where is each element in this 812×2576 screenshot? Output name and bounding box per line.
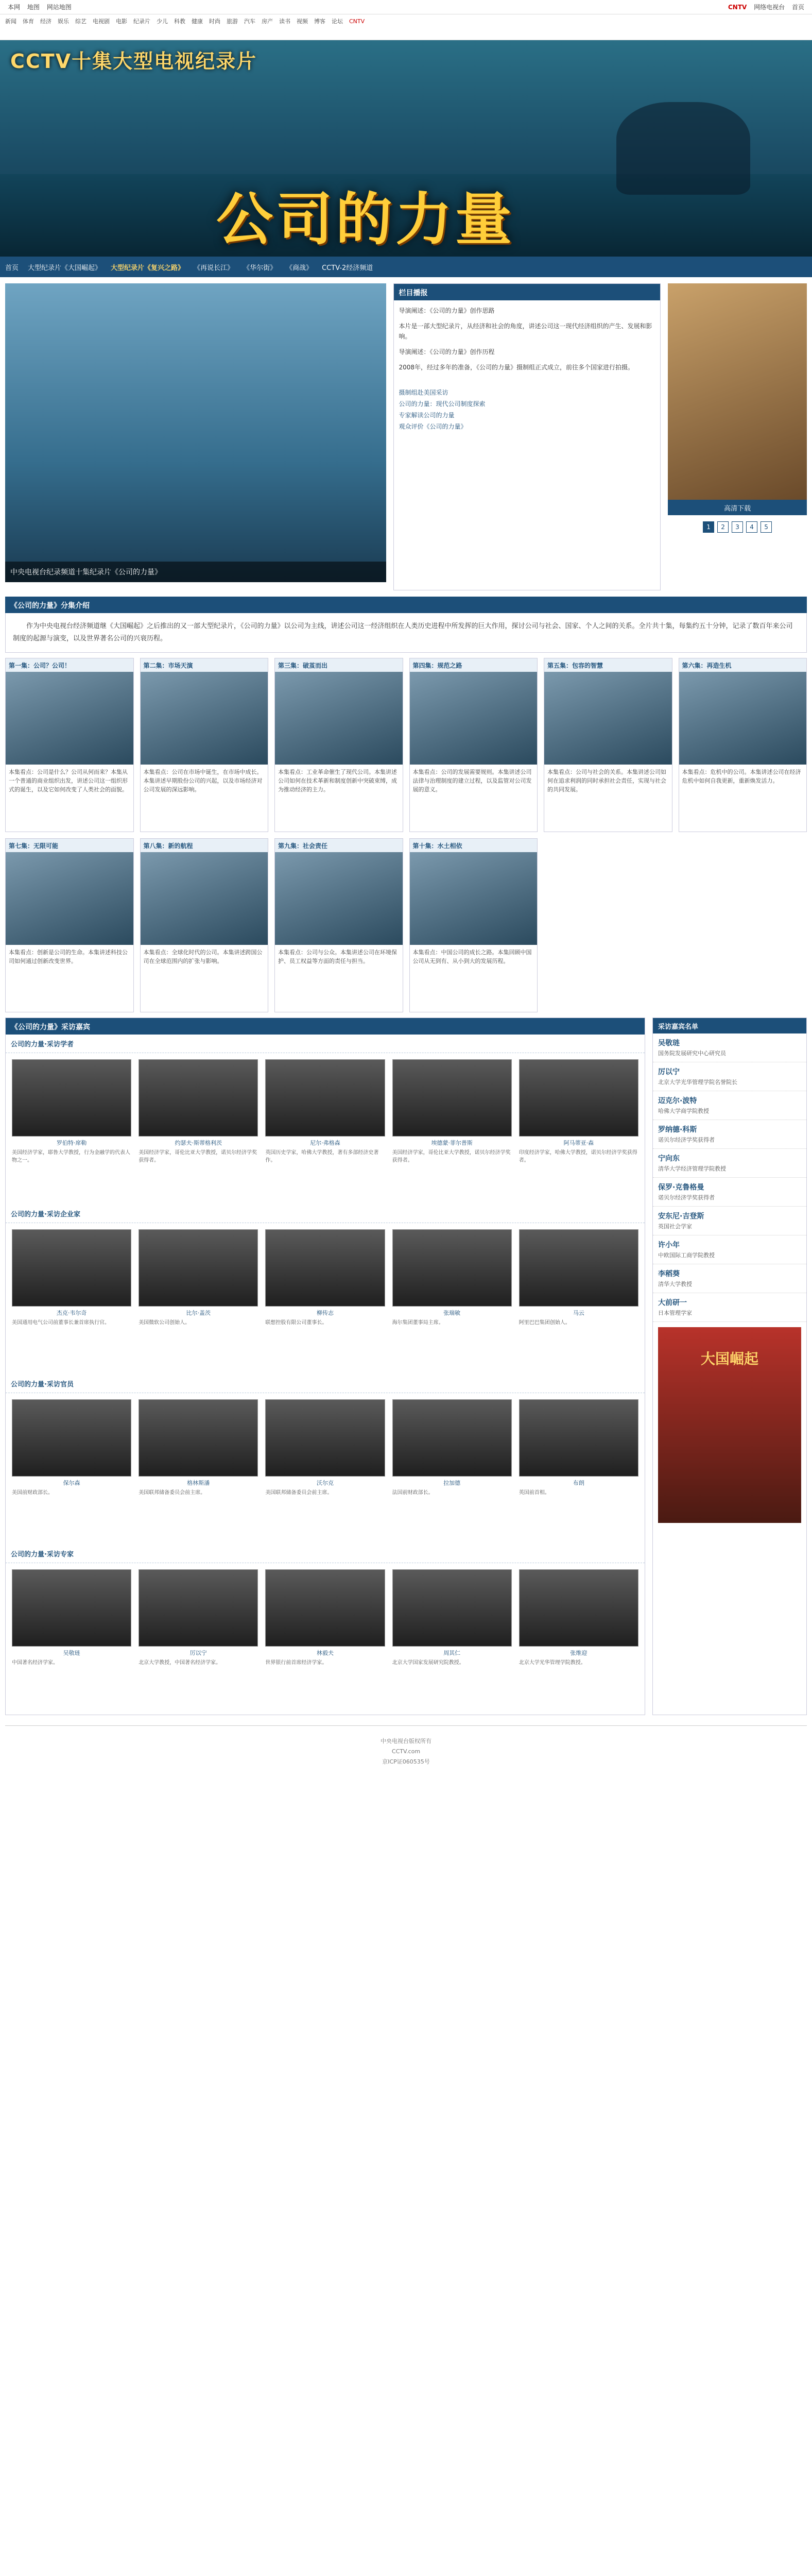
guest-bio: 联想控股有限公司董事长。 [265, 1320, 327, 1326]
feature-link[interactable]: 摄制组赴美国采访 [399, 389, 448, 396]
guest-name[interactable]: 布朗 [573, 1480, 584, 1486]
sidebar-item-name[interactable]: 迈克尔·波特 [658, 1097, 697, 1105]
channel-link[interactable]: 少儿 [157, 18, 168, 25]
episode-thumbnail[interactable] [679, 672, 807, 765]
top-link[interactable]: 网络电视台 [754, 4, 785, 11]
sidebar-item[interactable] [653, 1207, 806, 1235]
feature-paragraph: 导演阐述：《公司的力量》创作思路 [399, 307, 495, 314]
guest-card[interactable] [519, 1229, 638, 1368]
episode-title[interactable]: 第九集：社会责任 [275, 839, 403, 852]
poster-pager [668, 515, 807, 533]
intro-text: 作为中央电视台经济频道继《大国崛起》之后推出的又一部大型纪录片，《公司的力量》以公司为主线，讲述公司这一经济组织在人类历史进程中所发挥的巨大作用，探讨公司与社会、国家、个人之间的关系。全片共十集，每集约五十分钟，记录了数百年来公司制度的起源与演变，以及世界著名公司的兴衰历程。 [5, 613, 807, 653]
intro-header: 《公司的力量》分集介绍 [5, 597, 807, 613]
navbar-link[interactable]: 大型纪录片《复兴之路》 [111, 264, 185, 272]
banner-cctv-title: CCTV十集大型电视纪录片 [10, 50, 257, 73]
guest-name[interactable]: 周其仁 [443, 1650, 461, 1656]
footer-line: 中央电视台版权所有 [381, 1738, 431, 1744]
guest-card[interactable] [265, 1229, 385, 1368]
episode-thumbnail[interactable] [410, 852, 538, 945]
top-link[interactable]: CNTV [728, 4, 747, 11]
guest-card[interactable] [12, 1059, 131, 1198]
sidebar-item-name[interactable]: 安东尼·吉登斯 [658, 1212, 704, 1221]
guest-card[interactable] [392, 1399, 512, 1538]
guest-bio: 阿里巴巴集团创始人。 [519, 1320, 571, 1326]
sidebar-item-desc: 日本管理学家 [658, 1310, 692, 1316]
guest-header: 《公司的力量》采访嘉宾 [6, 1018, 645, 1035]
feature-paragraph: 2008年，经过多年的准备，《公司的力量》摄制组正式成立，前往多个国家进行拍摄。 [399, 364, 634, 371]
sidebar-item-name[interactable]: 保罗·克鲁格曼 [658, 1183, 704, 1192]
guest-photo[interactable] [12, 1229, 131, 1307]
episode-thumbnail[interactable] [275, 672, 403, 765]
episode-thumbnail[interactable] [6, 672, 133, 765]
guest-photo[interactable] [392, 1229, 512, 1307]
banner [0, 40, 812, 257]
sidebar-item[interactable] [653, 1149, 806, 1178]
feature-news-title: 栏目播报 [394, 284, 661, 300]
guest-group-title: 公司的力量·采访企业家 [6, 1205, 645, 1223]
navbar-link[interactable]: 大型纪录片《大国崛起》 [28, 264, 102, 272]
channel-link[interactable]: 读书 [279, 18, 290, 25]
episode-description: 本集看点：公司是什么？公司从何而来？本集从一个普通的商业组织出发，讲述公司这一组织形式的诞生，以及它如何改变了人类社会的面貌。 [9, 769, 128, 793]
episode-description: 本集看点：公司的发展需要规则。本集讲述公司法律与治理制度的建立过程，以及监管对公司发展的意义。 [412, 769, 532, 793]
episode-description: 本集看点：危机中的公司。本集讲述公司在经济危机中如何自我更新，重新焕发活力。 [682, 769, 801, 784]
guest-bio: 美国微软公司创始人。 [139, 1320, 191, 1326]
guest-card[interactable] [12, 1399, 131, 1538]
sidebar-book-image[interactable]: 大国崛起 [658, 1327, 801, 1523]
episode-thumbnail[interactable] [544, 672, 672, 765]
channel-link[interactable]: 健康 [192, 18, 203, 25]
guest-photo[interactable] [12, 1569, 131, 1647]
footer-line: 京ICP证060535号 [382, 1758, 430, 1765]
guest-card[interactable] [392, 1059, 512, 1198]
sidebar-item-name[interactable]: 厉以宁 [658, 1068, 680, 1076]
guest-photo[interactable] [12, 1399, 131, 1477]
guest-card[interactable] [139, 1569, 258, 1708]
feature-news-panel [393, 283, 661, 590]
navbar-link[interactable]: 《再说长江》 [194, 264, 234, 272]
guest-photo[interactable] [392, 1569, 512, 1647]
banner-ship-image [616, 102, 750, 195]
episode-title[interactable]: 第七集：无限可能 [6, 839, 133, 852]
episode-thumbnail[interactable] [141, 672, 268, 765]
guest-photo[interactable] [265, 1229, 385, 1307]
episode-card[interactable] [679, 658, 807, 832]
guest-group-title: 公司的力量·采访官员 [6, 1375, 645, 1393]
sidebar-list [653, 1033, 806, 1322]
feature-area [0, 277, 812, 597]
guest-card[interactable] [265, 1059, 385, 1198]
feature-paragraph: 本片是一部大型纪录片，从经济和社会的角度，讲述公司这一现代经济组织的产生、发展和影响。 [399, 323, 652, 340]
guest-bio: 美国经济学家，耶鲁大学教授，行为金融学的代表人物之一。 [12, 1150, 130, 1163]
feature-caption[interactable]: 中央电视台纪录频道十集纪录片《公司的力量》 [5, 562, 386, 582]
guest-photo[interactable] [139, 1059, 258, 1137]
guest-photo[interactable] [519, 1059, 638, 1137]
top-left-links [5, 3, 74, 11]
guest-card[interactable] [139, 1059, 258, 1198]
top-bar [0, 0, 812, 14]
guest-name[interactable]: 厉以宁 [189, 1650, 207, 1656]
channel-link[interactable]: 经济 [40, 18, 51, 25]
episode-thumbnail[interactable] [275, 852, 403, 945]
episode-description: 本集看点：中国公司的成长之路。本集回顾中国公司从无到有、从小到大的发展历程。 [412, 949, 532, 964]
guest-card[interactable] [519, 1569, 638, 1708]
guest-bio: 海尔集团董事局主席。 [392, 1320, 444, 1326]
episode-thumbnail[interactable] [410, 672, 538, 765]
episode-grid [5, 658, 807, 1012]
guest-card[interactable] [519, 1399, 638, 1538]
guest-photo[interactable] [519, 1229, 638, 1307]
guest-photo[interactable] [139, 1399, 258, 1477]
guest-photo[interactable] [265, 1399, 385, 1477]
navbar-link[interactable]: CCTV-2经济频道 [322, 264, 373, 272]
guest-name[interactable]: 比尔·盖茨 [186, 1310, 211, 1316]
guest-bio: 英国前首相。 [519, 1490, 550, 1496]
feature-news-body [394, 300, 661, 383]
channel-link[interactable]: 房产 [262, 18, 273, 25]
episode-card[interactable] [544, 658, 672, 832]
guest-card[interactable] [12, 1229, 131, 1368]
sidebar-item[interactable] [653, 1091, 806, 1120]
episode-card[interactable] [140, 838, 269, 1012]
top-link[interactable]: 首页 [791, 4, 804, 11]
sidebar-item-name[interactable]: 宁向东 [658, 1155, 680, 1163]
feature-link[interactable]: 专家解读公司的力量 [399, 412, 455, 419]
guest-bio: 美国联邦储备委员会前主席。 [139, 1490, 206, 1496]
guest-photo[interactable] [519, 1569, 638, 1647]
channel-link[interactable]: 汽车 [244, 18, 255, 25]
guest-photo[interactable] [392, 1059, 512, 1137]
sidebar-item-name[interactable]: 大前研一 [658, 1299, 687, 1307]
navbar-link[interactable]: 《华尔街》 [243, 264, 277, 272]
episode-card[interactable] [409, 658, 538, 832]
guest-name[interactable]: 埃德蒙·菲尔普斯 [431, 1140, 473, 1146]
guest-name[interactable]: 拉加德 [443, 1480, 461, 1486]
episode-card[interactable] [5, 658, 134, 832]
feature-news-links [394, 383, 661, 436]
guest-photo[interactable] [392, 1399, 512, 1477]
channel-link[interactable]: 新闻 [5, 18, 16, 25]
channel-link[interactable]: 视频 [297, 18, 308, 25]
pager-button[interactable]: 1 [703, 521, 714, 533]
sidebar-item-name[interactable]: 许小年 [658, 1241, 680, 1249]
navbar-link[interactable]: 首页 [5, 264, 19, 272]
channel-link[interactable]: 时尚 [209, 18, 220, 25]
sidebar-item-desc: 诺贝尔经济学奖获得者 [658, 1194, 715, 1201]
sidebar-item-name[interactable]: 吴敬琏 [658, 1039, 680, 1047]
episode-title[interactable]: 第五集：包容的智慧 [544, 658, 672, 672]
episode-description: 本集看点：创新是公司的生命。本集讲述科技公司如何通过创新改变世界。 [9, 949, 128, 964]
guest-bio: 美国通用电气公司前董事长兼首席执行官。 [12, 1320, 110, 1326]
channel-link[interactable]: 旅游 [227, 18, 238, 25]
guest-grid [6, 1223, 645, 1375]
navbar-link[interactable]: 《商战》 [286, 264, 313, 272]
guest-groups [6, 1035, 645, 1715]
sidebar-item[interactable] [653, 1120, 806, 1149]
episode-card[interactable] [409, 838, 538, 1012]
sidebar-item-desc: 中欧国际工商学院教授 [658, 1252, 715, 1259]
guest-group-title: 公司的力量·采访学者 [6, 1035, 645, 1053]
guest-bio: 美国前财政部长。 [12, 1490, 53, 1496]
episode-card[interactable] [274, 658, 403, 832]
guest-photo[interactable] [265, 1569, 385, 1647]
guest-name[interactable]: 沃尔克 [316, 1480, 334, 1486]
footer-line: CCTV.com [391, 1748, 421, 1755]
guest-photo[interactable] [12, 1059, 131, 1137]
channel-link[interactable]: 科教 [174, 18, 185, 25]
guest-name[interactable]: 吴敬琏 [63, 1650, 80, 1656]
guest-bio: 美国经济学家，哥伦比亚大学教授，诺贝尔经济学奖获得者。 [139, 1150, 257, 1163]
episode-card[interactable] [140, 658, 269, 832]
guest-column [5, 1018, 645, 1715]
guest-card[interactable] [139, 1399, 258, 1538]
top-link[interactable]: 网站地图 [46, 4, 72, 11]
guest-name[interactable]: 杰克·韦尔奇 [56, 1310, 87, 1316]
guest-grid [6, 1563, 645, 1715]
channel-link[interactable]: 体育 [23, 18, 34, 25]
guest-card[interactable] [139, 1229, 258, 1368]
sidebar-item-name[interactable]: 李稻葵 [658, 1270, 680, 1278]
guest-name[interactable]: 格林斯潘 [187, 1480, 210, 1486]
episode-title[interactable]: 第六集：再造生机 [679, 658, 807, 672]
feature-image[interactable] [5, 283, 386, 582]
top-link[interactable]: 本网 [8, 4, 21, 11]
guest-photo[interactable] [519, 1399, 638, 1477]
guest-card[interactable] [392, 1569, 512, 1708]
sidebar-item[interactable] [653, 1264, 806, 1293]
channel-link[interactable]: 博客 [314, 18, 325, 25]
guest-group-title: 公司的力量·采访专家 [6, 1545, 645, 1563]
pager-button[interactable]: 3 [732, 521, 743, 533]
channel-nav [0, 14, 812, 40]
footer [5, 1725, 807, 1783]
guest-bio: 美国联邦储备委员会前主席。 [265, 1490, 333, 1496]
guest-name[interactable]: 马云 [573, 1310, 584, 1316]
guest-card[interactable] [265, 1569, 385, 1708]
guest-name[interactable]: 尼尔·弗格森 [310, 1140, 340, 1146]
episode-title[interactable]: 第二集：市场天演 [141, 658, 268, 672]
sidebar-item-desc: 哈佛大学商学院教授 [658, 1108, 709, 1114]
pager-button[interactable]: 2 [717, 521, 729, 533]
episode-title[interactable]: 第八集：新的航程 [141, 839, 268, 852]
sidebar-item-name[interactable]: 罗纳德·科斯 [658, 1126, 697, 1134]
guest-name[interactable]: 张瑞敏 [443, 1310, 461, 1316]
guest-photo[interactable] [265, 1059, 385, 1137]
episode-description: 本集看点：公司与社会的关系。本集讲述公司如何在追求利润的同时承担社会责任，实现与社会的共同发展。 [547, 769, 666, 793]
sidebar-item[interactable] [653, 1235, 806, 1264]
guest-name[interactable]: 保尔森 [63, 1480, 80, 1486]
guest-grid [6, 1393, 645, 1545]
guest-bio: 印度经济学家，哈佛大学教授，诺贝尔经济学奖获得者。 [519, 1150, 637, 1163]
guest-grid [6, 1053, 645, 1205]
channel-link[interactable]: 电视剧 [93, 18, 110, 25]
top-link[interactable]: 地图 [27, 4, 40, 11]
episode-card[interactable] [274, 838, 403, 1012]
pager-button[interactable]: 4 [746, 521, 757, 533]
channel-link[interactable]: 电影 [116, 18, 127, 25]
guest-card[interactable] [12, 1569, 131, 1708]
sidebar-item-desc: 英国社会学家 [658, 1223, 692, 1230]
guest-bio: 中国著名经济学家。 [12, 1660, 58, 1666]
episode-title[interactable]: 第十集：水土相依 [410, 839, 538, 852]
channel-link[interactable]: 综艺 [75, 18, 87, 25]
guest-name[interactable]: 罗伯特·席勒 [56, 1140, 87, 1146]
guest-bio: 世界银行前首席经济学家。 [265, 1660, 327, 1666]
guest-name[interactable]: 柳传志 [316, 1310, 334, 1316]
top-right-links [725, 3, 807, 11]
guest-name[interactable]: 约瑟夫·斯蒂格利茨 [175, 1140, 222, 1146]
episode-description: 本集看点：公司在市场中诞生，在市场中成长。本集讲述早期股份公司的兴起，以及市场经济对公司发展的深远影响。 [143, 769, 263, 793]
episode-description: 本集看点：工业革命催生了现代公司。本集讲述公司如何在技术革新和制度创新中突破束缚，成为推动经济的主力。 [278, 769, 397, 793]
guest-name[interactable]: 阿马蒂亚·森 [563, 1140, 594, 1146]
guest-name[interactable]: 张维迎 [570, 1650, 588, 1656]
sidebar-item[interactable] [653, 1033, 806, 1062]
channel-link[interactable]: CNTV [349, 18, 365, 25]
guest-photo[interactable] [139, 1569, 258, 1647]
poster-image[interactable] [668, 283, 807, 500]
feature-link[interactable]: 观众评价《公司的力量》 [399, 423, 467, 430]
guest-name[interactable]: 林毅夫 [316, 1650, 334, 1656]
main-navbar [0, 257, 812, 277]
guest-bio: 北京大学国家发展研究院教授。 [392, 1660, 464, 1666]
sidebar-item-desc: 诺贝尔经济学奖获得者 [658, 1137, 715, 1143]
feature-link[interactable]: 公司的力量：现代公司制度探索 [399, 400, 486, 408]
pager-button[interactable]: 5 [761, 521, 772, 533]
guest-photo[interactable] [139, 1229, 258, 1307]
sidebar-item[interactable] [653, 1178, 806, 1207]
episode-thumbnail[interactable] [141, 852, 268, 945]
episode-title[interactable]: 第四集：规范之路 [410, 658, 538, 672]
guest-card[interactable] [392, 1229, 512, 1368]
episode-title[interactable]: 第一集：公司？公司！ [6, 658, 133, 672]
sidebar-title: 采访嘉宾名单 [653, 1018, 806, 1033]
feature-poster-panel [668, 283, 807, 590]
sidebar-item-desc: 国务院发展研究中心研究员 [658, 1050, 726, 1057]
channel-link[interactable]: 纪录片 [133, 18, 150, 25]
guest-bio: 英国历史学家，哈佛大学教授，著有多部经济史著作。 [265, 1150, 379, 1163]
episode-card[interactable] [5, 838, 134, 1012]
sidebar [652, 1018, 807, 1715]
download-button[interactable]: 高清下载 [668, 500, 807, 515]
guest-bio: 美国经济学家，哥伦比亚大学教授，诺贝尔经济学奖获得者。 [392, 1150, 511, 1163]
channel-link[interactable]: 论坛 [332, 18, 343, 25]
guest-card[interactable] [265, 1399, 385, 1538]
episode-description: 本集看点：公司与公众。本集讲述公司在环境保护、员工权益等方面的责任与担当。 [278, 949, 397, 964]
sidebar-item-desc: 清华大学经济管理学院教授 [658, 1165, 726, 1172]
guest-bio: 北京大学光华管理学院教授。 [519, 1660, 586, 1666]
sidebar-item[interactable] [653, 1293, 806, 1322]
banner-main-title: 公司的力量 [216, 186, 515, 252]
episode-title[interactable]: 第三集：破茧而出 [275, 658, 403, 672]
sidebar-item[interactable] [653, 1062, 806, 1091]
guest-bio: 北京大学教授，中国著名经济学家。 [139, 1660, 221, 1666]
guest-card[interactable] [519, 1059, 638, 1198]
channel-link[interactable]: 娱乐 [58, 18, 69, 25]
main-content [5, 1018, 807, 1715]
sidebar-item-desc: 北京大学光华管理学院名誉院长 [658, 1079, 737, 1086]
guest-bio: 法国前财政部长。 [392, 1490, 434, 1496]
feature-paragraph: 导演阐述：《公司的力量》创作历程 [399, 348, 495, 355]
episode-thumbnail[interactable] [6, 852, 133, 945]
sidebar-item-desc: 清华大学教授 [658, 1281, 692, 1287]
episode-description: 本集看点：全球化时代的公司。本集讲述跨国公司在全球范围内的扩张与影响。 [143, 949, 263, 964]
